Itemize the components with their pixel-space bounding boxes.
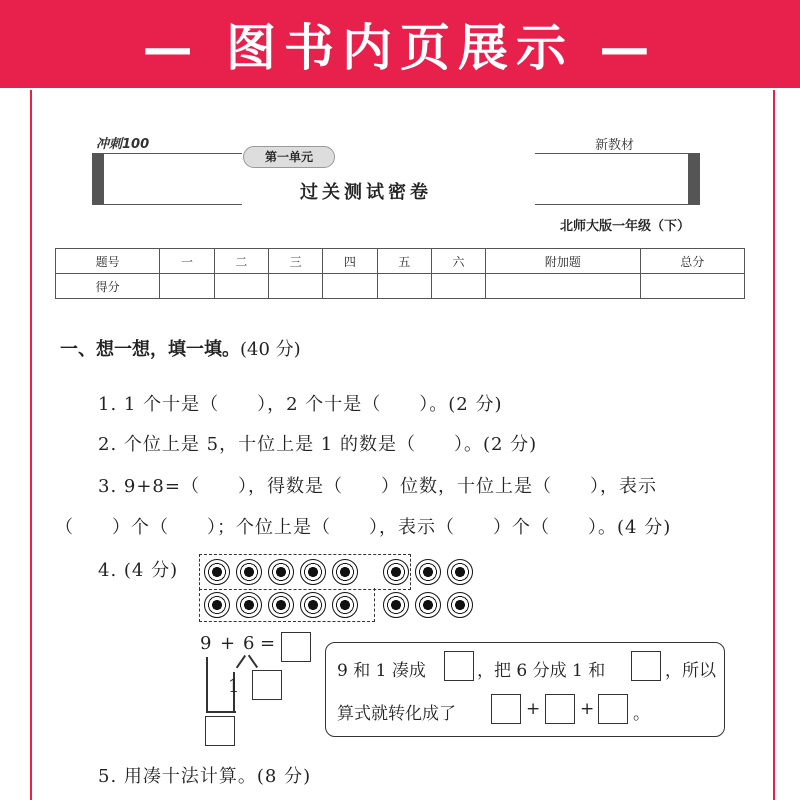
question-5: 5. 用凑十法计算。(8 分): [98, 766, 312, 787]
new-material-label: 新教材: [595, 138, 635, 153]
header-right-bar: [535, 153, 700, 205]
question-3-line2: （ ）个（ ）；个位上是（ ），表示（ ）个（ ）。(4 分): [55, 517, 672, 538]
soccer-ball-icon: [383, 559, 409, 585]
score-input-cell[interactable]: [323, 274, 377, 299]
eq-equals: =: [260, 633, 277, 654]
split-line-bottom: [206, 711, 236, 713]
question-1: 1. 1 个十是（ ），2 个十是（ ）。(2 分): [98, 394, 503, 415]
table-cell: 总分: [640, 249, 744, 274]
table-cell: 三: [268, 249, 322, 274]
explain-box-4[interactable]: [545, 694, 575, 724]
brand-label: 冲刺100: [96, 137, 150, 152]
soccer-ball-icon: [415, 559, 441, 585]
banner-title: — 图书内页展示 —: [142, 19, 658, 77]
score-input-cell[interactable]: [160, 274, 214, 299]
score-table-header-row: [56, 249, 745, 274]
soccer-ball-icon: [447, 592, 473, 618]
table-cell: 一: [160, 249, 214, 274]
section-points: (40 分): [240, 339, 301, 360]
score-input-cell[interactable]: [431, 274, 485, 299]
soccer-ball-icon: [300, 592, 326, 618]
header-right-thick: [688, 153, 700, 205]
explain-end: 。: [633, 704, 650, 724]
answer-box-ten[interactable]: [205, 716, 235, 746]
table-cell: 五: [377, 249, 431, 274]
header-left-thick: [92, 153, 104, 205]
answer-box-sum[interactable]: [281, 632, 311, 662]
soccer-ball-icon: [236, 559, 262, 585]
table-cell: 六: [431, 249, 485, 274]
explain-box-1[interactable]: [444, 651, 474, 681]
answer-box-split[interactable]: [252, 670, 282, 700]
eq-right: 6: [243, 633, 256, 654]
eq-left: 9: [200, 633, 213, 654]
table-cell: 四: [323, 249, 377, 274]
soccer-ball-icon: [415, 592, 441, 618]
score-table: [55, 248, 745, 299]
section-title: [60, 335, 301, 361]
soccer-ball-icon: [268, 559, 294, 585]
score-input-cell[interactable]: [214, 274, 268, 299]
question-2: 2. 个位上是 5，十位上是 1 的数是（ ）。(2 分): [98, 434, 538, 455]
soccer-ball-icon: [204, 559, 230, 585]
table-cell: 得分: [56, 274, 160, 299]
question-3-line1: 3. 9+8=（ ），得数是（ ）位数，十位上是（ ），表示: [98, 476, 657, 497]
edition-label: 北师大版一年级（下）: [560, 219, 691, 234]
soccer-ball-icon: [383, 592, 409, 618]
section-title-text: 一、想一想，填一填。: [60, 339, 240, 360]
explain-line1-b: ，把 6 分成 1 和: [477, 661, 606, 681]
soccer-ball-icon: [332, 559, 358, 585]
table-cell: 二: [214, 249, 268, 274]
soccer-ball-icon: [204, 592, 230, 618]
explain-plus-1: +: [526, 699, 541, 719]
explain-box-2[interactable]: [631, 651, 661, 681]
soccer-ball-icon: [332, 592, 358, 618]
eq-plus: +: [220, 633, 237, 654]
split-line-left: [206, 657, 208, 712]
banner: [0, 0, 800, 88]
soccer-ball-icon: [268, 592, 294, 618]
score-input-cell[interactable]: [268, 274, 322, 299]
soccer-ball-icon: [447, 559, 473, 585]
score-input-cell[interactable]: [486, 274, 640, 299]
score-input-cell[interactable]: [640, 274, 744, 299]
soccer-ball-icon: [300, 559, 326, 585]
explain-line1-c: ，所以: [665, 661, 716, 681]
split-value: 1: [228, 676, 241, 697]
explain-box-5[interactable]: [598, 694, 628, 724]
header-left-bar: [92, 153, 242, 205]
score-input-cell[interactable]: [377, 274, 431, 299]
exam-title: 过关测试密卷: [300, 182, 432, 203]
explain-plus-2: +: [580, 699, 595, 719]
explain-box-3[interactable]: [491, 694, 521, 724]
question-4-label: 4. (4 分): [98, 560, 179, 581]
soccer-ball-icon: [236, 592, 262, 618]
score-table-score-row: [56, 274, 745, 299]
explain-line2: 算式就转化成了: [337, 704, 456, 724]
table-cell: 附加题: [486, 249, 640, 274]
explain-line1-a: 9 和 1 凑成: [337, 661, 426, 681]
table-cell: 题号: [56, 249, 160, 274]
unit-badge: 第一单元: [243, 146, 335, 168]
